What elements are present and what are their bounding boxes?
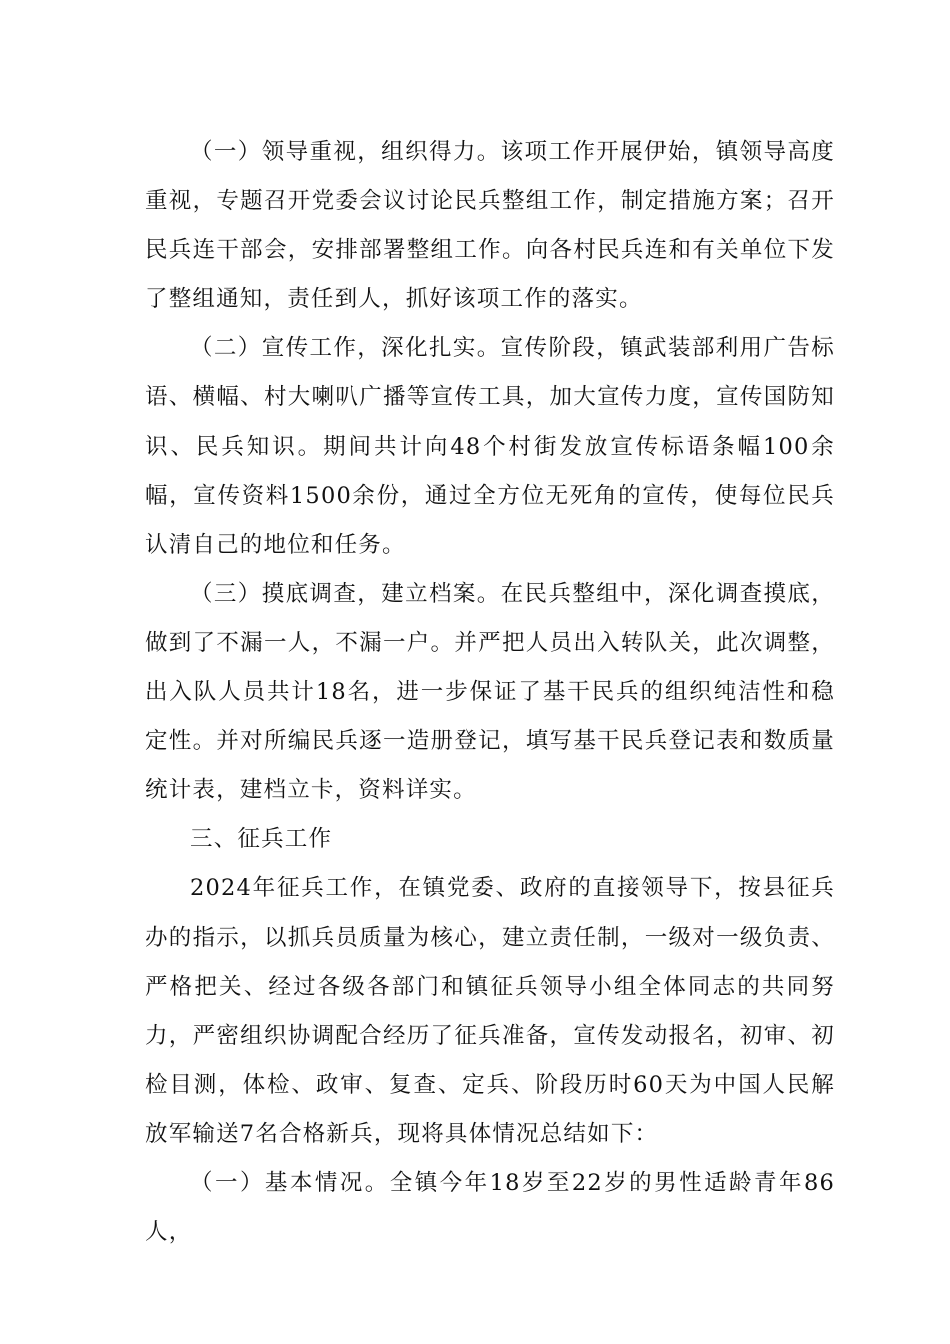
section-heading-conscription: 三、征兵工作 [190,826,333,853]
paragraph-survey: （三）摸底调查，建立档案。在民兵整组中，深化调查摸底，做到了不漏一人，不漏一户。并严把人员出入转队关，此次调整，出入队人员共计18名，进一步保证了基干民兵的组织纯洁性和稳定性。并对所编民兵逐一造册登记，填写基干民兵登记表和数质量统计表，建档立卡，资料详实。 [145,580,835,804]
paragraph-leadership: （一）领导重视，组织得力。该项工作开展伊始，镇领导高度重视，专题召开党委会议讨论民兵整组工作，制定措施方案；召开民兵连干部会，安排部署整组工作。向各村民兵连和有关单位下发了整组通知，责任到人，抓好该项工作的落实。 [145,139,835,313]
paragraph-conscription-summary: 2024年征兵工作，在镇党委、政府的直接领导下，按县征兵办的指示，以抓兵员质量为核心，建立责任制，一级对一级负责、严格把关、经过各级各部门和镇征兵领导小组全体同志的共同努力，严密组织协调配合经历了征兵准备，宣传发动报名，初审、初检目测，体检、政审、复查、定兵、阶段历时60天为中国人民解放军输送7名合格新兵，现将具体情况总结如下： [145,875,835,1147]
document-body [145,128,835,1257]
paragraph-basic-situation: （一）基本情况。全镇今年18岁至22岁的男性适龄青年86人， [145,1169,835,1246]
paragraph-publicity: （二）宣传工作，深化扎实。宣传阶段，镇武装部利用广告标语、横幅、村大喇叭广播等宣传工具，加大宣传力度，宣传国防知识、民兵知识。期间共计向48个村街发放宣传标语条幅100余幅，宣传资料1500余份，通过全方位无死角的宣传，使每位民兵认清自己的地位和任务。 [145,335,835,558]
